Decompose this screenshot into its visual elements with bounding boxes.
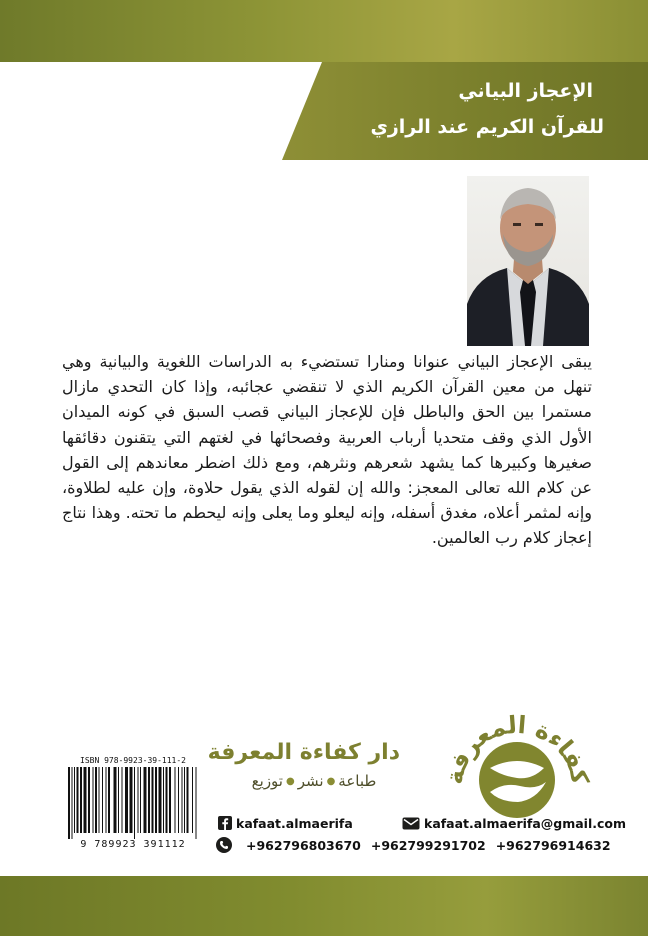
barcode-bar	[175, 767, 176, 833]
publisher-services	[228, 772, 400, 790]
service-distribute: توزيع	[251, 772, 283, 790]
barcode-digits: 9 789923 391112	[80, 839, 186, 850]
barcode-bar	[68, 767, 70, 839]
barcode-bar	[118, 767, 119, 833]
barcode-bar	[114, 767, 117, 833]
book-title-line-2: للقرآن الكريم عند الرازي	[370, 116, 604, 138]
top-band	[0, 0, 648, 62]
barcode-bar	[93, 767, 94, 833]
barcode-bar	[88, 767, 90, 833]
author-portrait-drawing	[467, 176, 589, 346]
facebook-icon	[218, 816, 232, 833]
barcode-bar	[95, 767, 97, 833]
barcode-bar	[77, 767, 79, 833]
facebook-handle[interactable]: kafaat.almaerifa	[236, 816, 353, 831]
barcode-bar	[166, 767, 168, 833]
barcode-bar	[84, 767, 87, 833]
isbn-barcode	[60, 756, 206, 852]
barcode-bar	[196, 767, 197, 839]
barcode-bar	[122, 767, 123, 833]
barcode-bar	[72, 767, 73, 839]
author-portrait	[467, 176, 589, 346]
phone-number-1[interactable]: +962796803670	[246, 838, 361, 853]
phone-icon	[216, 837, 232, 856]
barcode-bar	[184, 767, 185, 833]
service-print: طباعة	[338, 772, 377, 790]
publisher-name: دار كفاءة المعرفة	[207, 740, 400, 765]
barcode-bar	[159, 767, 162, 833]
email-contact[interactable]	[402, 816, 626, 836]
separator-dot: ●	[326, 776, 336, 787]
barcode-bar	[182, 767, 183, 833]
phone-number-2[interactable]: +962799291702	[370, 838, 486, 853]
facebook-contact[interactable]	[218, 816, 353, 836]
separator-dot: ●	[285, 776, 295, 787]
service-publish: نشر	[297, 772, 324, 790]
email-icon	[402, 817, 420, 833]
phone-numbers	[216, 837, 611, 857]
barcode-bars	[60, 767, 206, 839]
barcode-bar	[106, 767, 107, 833]
isbn-number: ISBN 978-9923-39-111-2	[80, 756, 186, 765]
barcode-bar	[192, 767, 193, 833]
publisher-logo	[440, 696, 592, 820]
barcode-bar	[140, 767, 141, 833]
barcode-bar	[125, 767, 128, 833]
barcode-bar	[163, 767, 164, 833]
barcode-bar	[138, 767, 139, 833]
barcode-bar	[169, 767, 171, 833]
bottom-band	[0, 876, 648, 936]
barcode-bar	[130, 767, 133, 833]
barcode-bar	[144, 767, 147, 833]
barcode-bar	[102, 767, 103, 833]
barcode-bar	[178, 767, 179, 833]
phone-number-3[interactable]: +962796914632	[495, 838, 611, 853]
barcode-bar	[80, 767, 82, 833]
barcode-bar	[134, 767, 135, 839]
barcode-bar	[99, 767, 100, 833]
barcode-bar	[187, 767, 189, 833]
barcode-bar	[74, 767, 75, 833]
title-banner	[282, 62, 648, 160]
back-cover-blurb: يبقى الإعجاز البياني عنوانا ومنارا تستضيء به الدراسات اللغوية والبيانية وهي تنهل من معين القرآن الكريم الذي لا تنقضي عجائبه، وإذا كان التحدي مازال مستمرا بين الحق والباطل فإن للإعجاز البياني قصب السبق في كونه الميدان الأول الذي وقف متحديا أرباب العربية وفصحائها في لغتهم التي يتقنون دقائقها صغيرها وكبيرها كما يشهد شعرهم ونثرهم، ومع ذلك اضطر معاندهم إلى القول عن كلام الله تعالى المعجز: والله إن لقوله الذي يقول حلاوة، وإن عليه لطلاوة، وإنه لمثمر أعلاه، مغدق أسفله، وإنه ليعلو وما يعلى وإنه ليحطم ما تحته. وهذا نتاج إعجاز كلام رب العالمين.	[62, 352, 592, 548]
barcode-bar	[155, 767, 157, 833]
logo-text: كفاءة المعرفة	[440, 710, 592, 787]
barcode-bar	[148, 767, 150, 833]
email-address[interactable]: kafaat.almaerifa@gmail.com	[424, 816, 627, 831]
book-title-line-1: الإعجاز البياني	[458, 80, 593, 102]
barcode-bar	[152, 767, 154, 833]
barcode-bar	[108, 767, 110, 833]
